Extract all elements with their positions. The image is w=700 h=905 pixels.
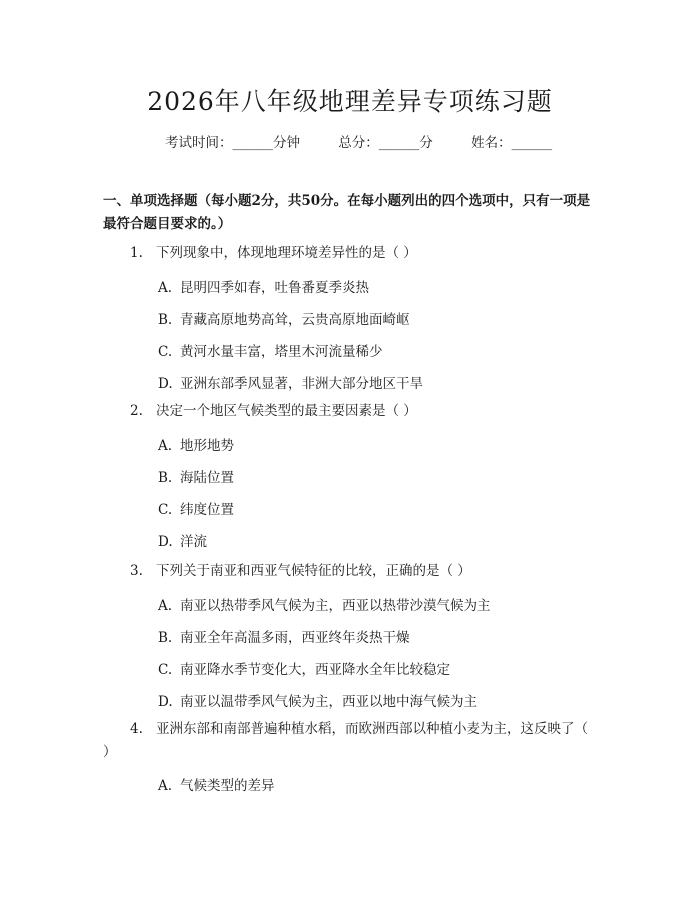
total-score-unit: 分: [419, 135, 433, 151]
total-score-label: 总分：: [338, 135, 379, 151]
exam-time-field: [165, 135, 300, 151]
question-number: 1.: [130, 245, 143, 261]
name-label: 姓名：: [471, 135, 512, 151]
exam-time-label: 考试时间：: [165, 135, 233, 151]
question-text: 决定一个地区气候类型的最主要因素是（ ）: [156, 403, 417, 419]
name-blank: ______: [511, 135, 553, 151]
option-3c: C. 南亚降水季节变化大，西亚降水全年比较稳定: [158, 662, 450, 678]
option-3a: A. 南亚以热带季风气候为主，西亚以热带沙漠气候为主: [158, 598, 491, 614]
page-title: 2026年八年级地理差异专项练习题: [147, 87, 553, 116]
option-1c: C. 黄河水量丰富，塔里木河流量稀少: [158, 344, 383, 360]
question-2: [103, 400, 598, 423]
question-text: 下列关于南亚和西亚气候特征的比较，正确的是（ ）: [156, 563, 471, 579]
option-2d: D. 洋流: [158, 534, 207, 550]
option-3d: D. 南亚以温带季风气候为主，西亚以地中海气候为主: [158, 694, 477, 710]
exam-time-unit: 分钟: [273, 135, 300, 151]
total-score-blank: ______: [378, 135, 420, 151]
question-1: [103, 242, 598, 265]
question-text: 亚洲东部和南部普遍种植水稻，而欧洲西部以种植小麦为主，这反映了（ ）: [103, 721, 588, 760]
exam-time-blank: ______: [232, 135, 273, 151]
option-1b: B. 青藏高原地势高耸，云贵高原地面崎岖: [158, 312, 410, 328]
option-1d: D. 亚洲东部季风显著，非洲大部分地区干旱: [158, 376, 423, 392]
option-4a: A. 气候类型的差异: [158, 778, 275, 794]
section-heading: 一、单项选择题（每小题2分，共50分。在每小题列出的四个选项中，只有一项是最符合题目要求的。）: [103, 193, 591, 232]
question-3: [103, 560, 598, 583]
name-field: [471, 135, 552, 151]
option-2a: A. 地形地势: [158, 438, 234, 454]
question-number: 4.: [130, 721, 143, 737]
question-4: [103, 718, 598, 764]
option-3b: B. 南亚全年高温多雨，西亚终年炎热干燥: [158, 630, 410, 646]
exam-info-line: [165, 131, 586, 151]
question-number: 2.: [130, 403, 143, 419]
option-2c: C. 纬度位置: [158, 502, 234, 518]
total-score-field: [338, 135, 433, 151]
option-1a: A. 昆明四季如春，吐鲁番夏季炎热: [158, 280, 369, 296]
question-text: 下列现象中，体现地理环境差异性的是（ ）: [156, 245, 417, 261]
option-2b: B. 海陆位置: [158, 470, 234, 486]
question-number: 3.: [130, 563, 143, 579]
